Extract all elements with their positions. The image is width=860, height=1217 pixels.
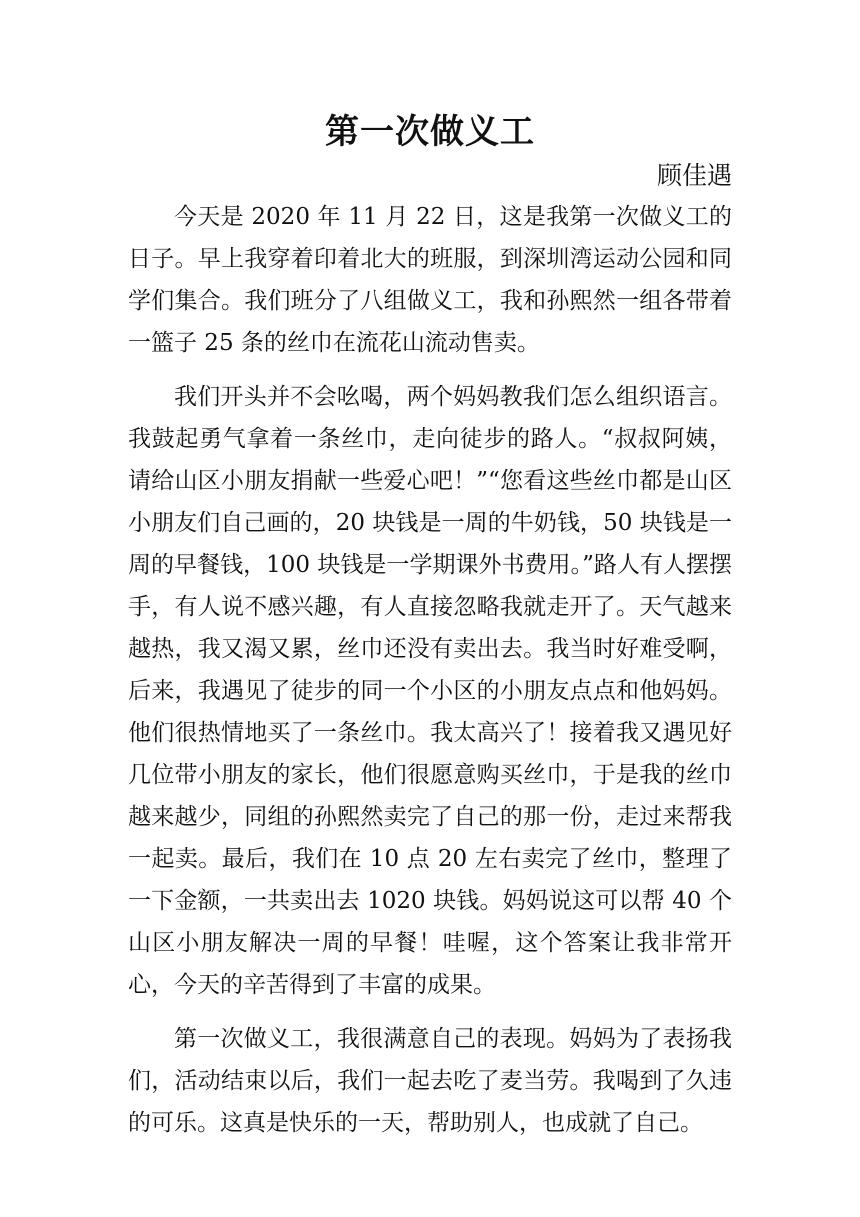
paragraph-2: 我们开头并不会吆喝，两个妈妈教我们怎么组织语言。我鼓起勇气拿着一条丝巾，走向徒步的路人。“叔叔阿姨，请给山区小朋友捐献一些爱心吧！”“您看这些丝巾都是山区小朋友们自己画的，20 块钱是一周的牛奶钱，50 块钱是一周的早餐钱，100 块钱是一学期课外书费用。”路人有人摆摆手，有人说不感兴趣，有人直接忽略我就走开了。天气越来越热，我又渴又累，丝巾还没有卖出去。我当时好难受啊，后来，我遇见了徒步的同一个小区的小朋友点点和他妈妈。他们很热情地买了一条丝巾。我太高兴了！接着我又遇见好几位带小朋友的家长，他们很愿意购买丝巾，于是我的丝巾越来越少，同组的孙熙然卖完了自己的那一份，走过来帮我一起卖。最后，我们在 10 点 20 左右卖完了丝巾，整理了一下金额，一共卖出去 1020 块钱。妈妈说这可以帮 40 个山区小朋友解决一周的早餐！哇喔，这个答案让我非常开心，今天的辛苦得到了丰富的成果。 <box>128 384 732 998</box>
paragraph-3: 第一次做义工，我很满意自己的表现。妈妈为了表扬我们，活动结束以后，我们一起去吃了麦当劳。我喝到了久违的可乐。这真是快乐的一天，帮助别人，也成就了自己。 <box>128 1026 732 1136</box>
paragraph-1: 今天是 2020 年 11 月 22 日，这是我第一次做义工的日子。早上我穿着印着北大的班服，到深圳湾运动公园和同学们集合。我们班分了八组做义工，我和孙熙然一组各带着一篮子 25 条的丝巾在流花山流动售卖。 <box>128 204 732 356</box>
author-name: 顾佳遇 <box>656 161 732 190</box>
document-title: 第一次做义工 <box>325 112 535 152</box>
document-body <box>128 196 732 1156</box>
